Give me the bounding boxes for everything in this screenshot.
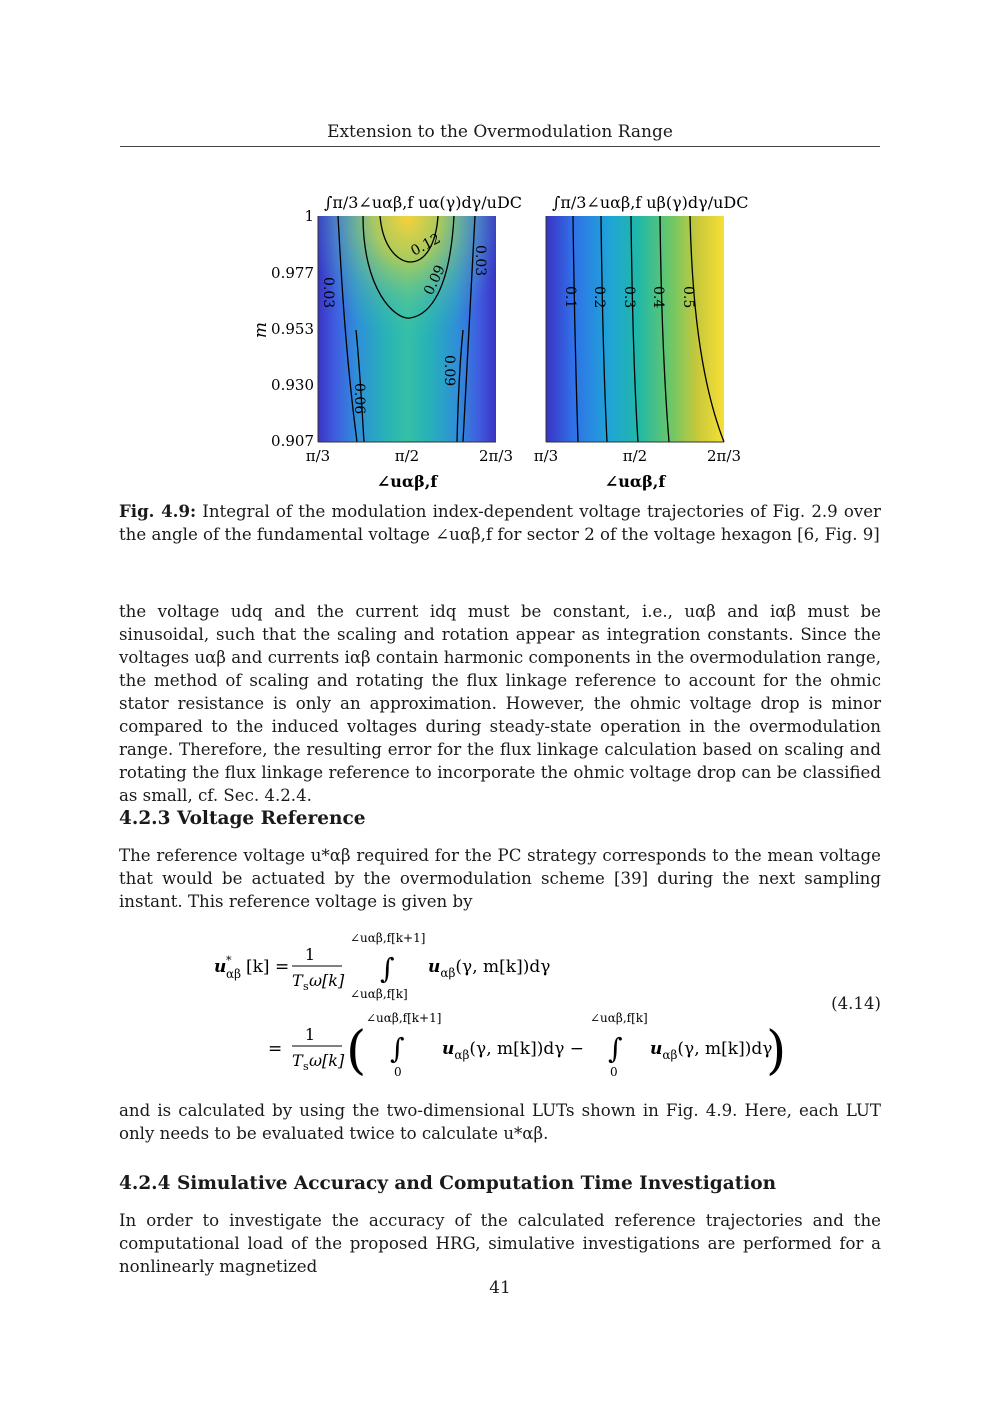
eq-left-paren: ( (346, 1021, 367, 1081)
right-contour-label: 0.5 (680, 286, 696, 309)
right-contour-label: 0.2 (591, 286, 607, 309)
eq-lhs-symbol: u (214, 957, 227, 977)
eq-subscript: αβ (226, 967, 242, 981)
section-heading-4-2-3: 4.2.3 Voltage Reference (119, 808, 366, 829)
eq-frac-den-sub-2: s (303, 1060, 309, 1073)
eq-star: * (226, 954, 232, 967)
left-contour-label: 0.03 (472, 245, 488, 277)
paragraph-4: In order to investigate the accuracy of the calculated reference trajectories and the computational load of the proposed HRG, simulative investigations are performed for a nonlinearly magnetized (119, 1211, 881, 1276)
eq-frac-den-2: T (292, 1051, 303, 1070)
paragraph-2: The reference voltage u*αβ required for the PC strategy corresponds to the mean voltage that would be actuated by the overmodulation scheme [39] during the next sampling instant. This reference voltage is given by (119, 846, 881, 911)
right-xtick: 2π/3 (707, 447, 741, 465)
right-plot-title: ∫π/3∠uαβ,f uβ(γ)dγ/uDC (552, 193, 749, 212)
eq-upper-limit: ∠uαβ,f[k+1] (350, 931, 426, 945)
right-xlabel: ∠uαβ,f (604, 472, 666, 491)
figure-caption (119, 500, 881, 546)
left-xtick: π/2 (394, 447, 420, 465)
eq-frac-den-sub: s (303, 980, 309, 993)
page-number: 41 (489, 1278, 511, 1298)
eq-upper-limit-3: ∠uαβ,f[k] (590, 1011, 648, 1025)
left-ytick: 0.907 (271, 432, 314, 450)
left-xtick: 2π/3 (479, 447, 513, 465)
right-heatmap (546, 216, 724, 442)
left-ytick: 1 (304, 207, 314, 225)
paragraph-3: and is calculated by using the two-dimensional LUTs shown in Fig. 4.9. Here, each LUT only needs to be evaluated twice to calculate u*αβ. (119, 1101, 881, 1143)
right-contour-label: 0.1 (562, 286, 578, 309)
section-heading-4-2-4: 4.2.4 Simulative Accuracy and Computation Time Investigation (119, 1173, 777, 1194)
eq-integral-2: ∫ (390, 1032, 405, 1065)
left-ytick: 0.977 (271, 264, 314, 282)
eq-upper-limit-2: ∠uαβ,f[k+1] (366, 1011, 442, 1025)
figure-4-9 (0, 0, 1000, 500)
left-contour-label: 0.06 (351, 383, 367, 415)
caption-text: Integral of the modulation index-dependent voltage trajectories of Fig. 2.9 over the angle of the fundamental voltage ∠uαβ,f for sector 2 of the voltage hexagon [6, Fig. 9] (119, 502, 881, 544)
eq-frac-num-2: 1 (304, 1025, 316, 1044)
left-heatmap (318, 216, 496, 442)
eq-right-paren: ) (766, 1021, 787, 1081)
left-contour-label: 0.09 (441, 355, 457, 387)
eq-frac-den-omega-2: ω[k] (309, 1051, 345, 1070)
eq-integral: ∫ (380, 952, 395, 985)
eq-integrand-3: $u_{\alpha\beta}(\gamma$, m[k])dγ (650, 1039, 773, 1062)
right-contour-label: 0.4 (650, 286, 666, 309)
paragraph-1: the voltage udq and the current idq must be constant, i.e., uαβ and iαβ must be sinusoidal, such that the scaling and rotation appear as integration constants. Since the voltages uαβ and currents iαβ contain harmonic components in the overmodulation range, the method of scaling and rotating the flux linkage reference to account for the ohmic stator resistance is only an approximation. However, the ohmic voltage drop is minor compared to the induced voltages during steady-state operation in the overmodulation range. Therefore, the resulting error for the flux linkage calculation based on scaling and rotating the flux linkage reference to incorporate the ohmic voltage drop can be classified as small, cf. Sec. 4.2.4. (119, 602, 882, 805)
eq-equals-2: = (268, 1039, 283, 1059)
eq-integrand-2: $u_{\alpha\beta}(\gamma$, m[k])dγ − (442, 1039, 585, 1062)
eq-lower-limit-3: 0 (610, 1065, 618, 1079)
eq-lower-limit-2: 0 (394, 1065, 402, 1079)
running-header: Extension to the Overmodulation Range (327, 122, 673, 142)
left-ytick: 0.953 (271, 320, 314, 338)
eq-k-index: [k] = (246, 957, 290, 977)
left-contour-label: 0.03 (320, 277, 336, 309)
left-xtick: π/3 (305, 447, 331, 465)
eq-frac-den-omega: ω[k] (309, 971, 345, 990)
equation-4-14 (200, 926, 800, 1086)
eq-lower-limit: ∠uαβ,f[k] (350, 987, 408, 1001)
eq-integrand: $u_{\alpha\beta}(\gamma$, m[k])dγ (428, 957, 551, 980)
right-contour-label: 0.3 (621, 286, 637, 309)
left-ylabel: m (251, 321, 271, 339)
left-contour-label: 0.12 (408, 230, 444, 260)
eq-frac-den: T (292, 971, 303, 990)
right-xtick: π/2 (622, 447, 648, 465)
left-xlabel: ∠uαβ,f (376, 472, 438, 491)
right-xtick: π/3 (533, 447, 559, 465)
left-contour-label: 0.09 (421, 262, 449, 298)
caption-label: Fig. 4.9: (119, 501, 197, 521)
left-ytick: 0.930 (271, 376, 314, 394)
equation-number: (4.14) (831, 994, 881, 1013)
left-plot-title: ∫π/3∠uαβ,f uα(γ)dγ/uDC (324, 193, 523, 212)
eq-frac-num: 1 (304, 945, 316, 964)
eq-integral-3: ∫ (608, 1032, 623, 1065)
